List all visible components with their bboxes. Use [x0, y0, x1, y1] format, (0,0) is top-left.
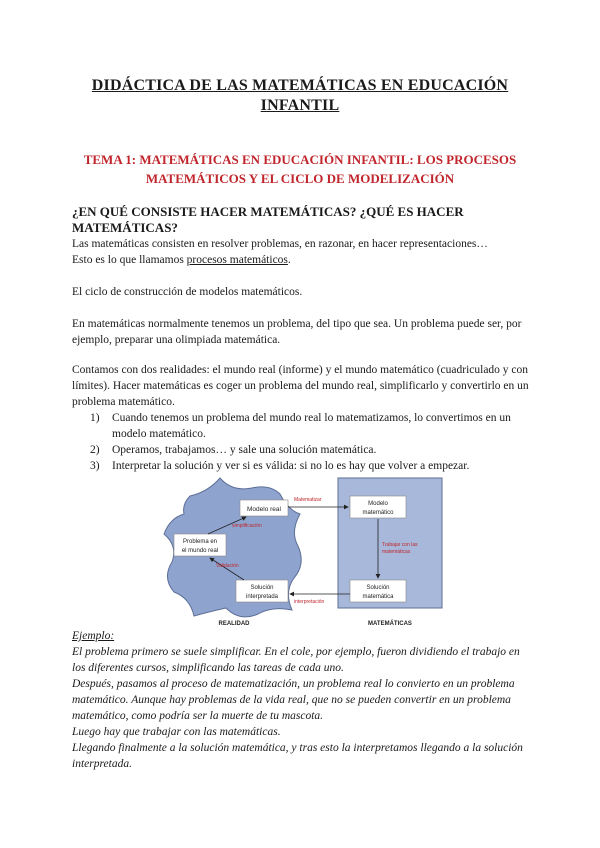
reality-caption: REALIDAD	[218, 621, 250, 627]
example-line: Después, pasamos al proceso de matematización, un problema real lo convierto en un problema matemático. Aunque hay problemas de la vida real, que no se pueden convertir en un problema matemático, como podría ser la muerte de tu mascota.	[72, 678, 515, 722]
math-model-label-2: matemático	[362, 510, 394, 516]
intro-line-2-pre: Esto es lo que llamamos	[72, 254, 187, 266]
interpret-label: interpretación	[294, 599, 325, 605]
math-solution-label-1: Solución	[366, 585, 390, 591]
list-item	[90, 410, 530, 442]
processes-term: procesos matemáticos	[186, 254, 288, 266]
document-title: DIDÁCTICA DE LAS MATEMÁTICAS EN EDUCACIÓN INFANTIL	[91, 77, 509, 114]
step-number: 1)	[90, 412, 100, 424]
step-text: Operamos, trabajamos… y sale una solución matemática.	[112, 444, 377, 456]
math-solution-label-2: matemática	[362, 594, 394, 600]
example-line: Luego hay que trabajar con las matemáticas.	[72, 726, 281, 738]
example-line: El problema primero se suele simplificar. En el cole, por ejemplo, fueron dividiendo el trabajo en los diferentes cursos, simplificando las tareas de cada uno.	[72, 646, 520, 674]
list-item	[90, 442, 530, 458]
steps-list	[90, 410, 530, 474]
math-caption: MATEMÁTICAS	[368, 621, 412, 627]
example-line: Llegando finalmente a la solución matemática, y tras esto la interpretamos llegando a la solución interpretada.	[72, 742, 523, 770]
modeling-cycle-diagram	[160, 474, 450, 629]
step-text: Cuando tenemos un problema del mundo real lo matematizamos, lo convertimos en un modelo matemático.	[112, 412, 511, 440]
step-number: 2)	[90, 444, 100, 456]
list-item	[90, 458, 530, 474]
math-model-label-1: Modelo	[368, 501, 388, 507]
step-number: 3)	[90, 460, 100, 472]
intro-paragraph	[72, 236, 532, 268]
problem-paragraph: En matemáticas normalmente tenemos un problema, del tipo que sea. Un problema puede ser, por ejemplo, preparar una olimpiada matemática.	[72, 318, 522, 346]
real-problem-label-1: Problema en	[182, 539, 218, 545]
interpreted-solution-label-2: interpretada	[245, 594, 279, 600]
real-problem-label-2: el mundo real	[181, 548, 219, 554]
topic-title: TEMA 1: MATEMÁTICAS EN EDUCACIÓN INFANTIL: LOS PROCESOS MATEMÁTICOS Y EL CICLO DE MODELIZACIÓN	[83, 152, 517, 186]
validate-label: Validación	[216, 563, 239, 569]
intro-line-1: Las matemáticas consisten en resolver problemas, en razonar, en hacer representaciones…	[72, 238, 488, 250]
simplify-label: simplificación	[232, 523, 262, 529]
example-block	[72, 628, 536, 772]
step-text: Interpretar la solución y ver si es válida: si no lo es hay que volver a empezar.	[112, 460, 470, 472]
real-model-label: Modelo real	[247, 506, 281, 513]
realities-paragraph: Contamos con dos realidades: el mundo real (informe) y el mundo matemático (cuadriculado y con límites). Hacer matemáticas es coger un problema del mundo real, simplificarlo y convertirlo en un problema matemático.	[72, 364, 529, 408]
interpreted-solution-label-1: Solución	[250, 585, 274, 591]
example-label: Ejemplo:	[72, 630, 115, 642]
intro-line-2-post: .	[287, 254, 291, 266]
cycle-paragraph: El ciclo de construcción de modelos matemáticos.	[72, 286, 303, 298]
work-label-1: Trabajar con las	[382, 542, 418, 548]
section-heading: ¿EN QUÉ CONSISTE HACER MATEMÁTICAS? ¿QUÉ ES HACER MATEMÁTICAS?	[72, 204, 464, 235]
mathematize-label: Matematizar	[294, 497, 322, 503]
work-label-2: matemáticas	[382, 549, 411, 555]
